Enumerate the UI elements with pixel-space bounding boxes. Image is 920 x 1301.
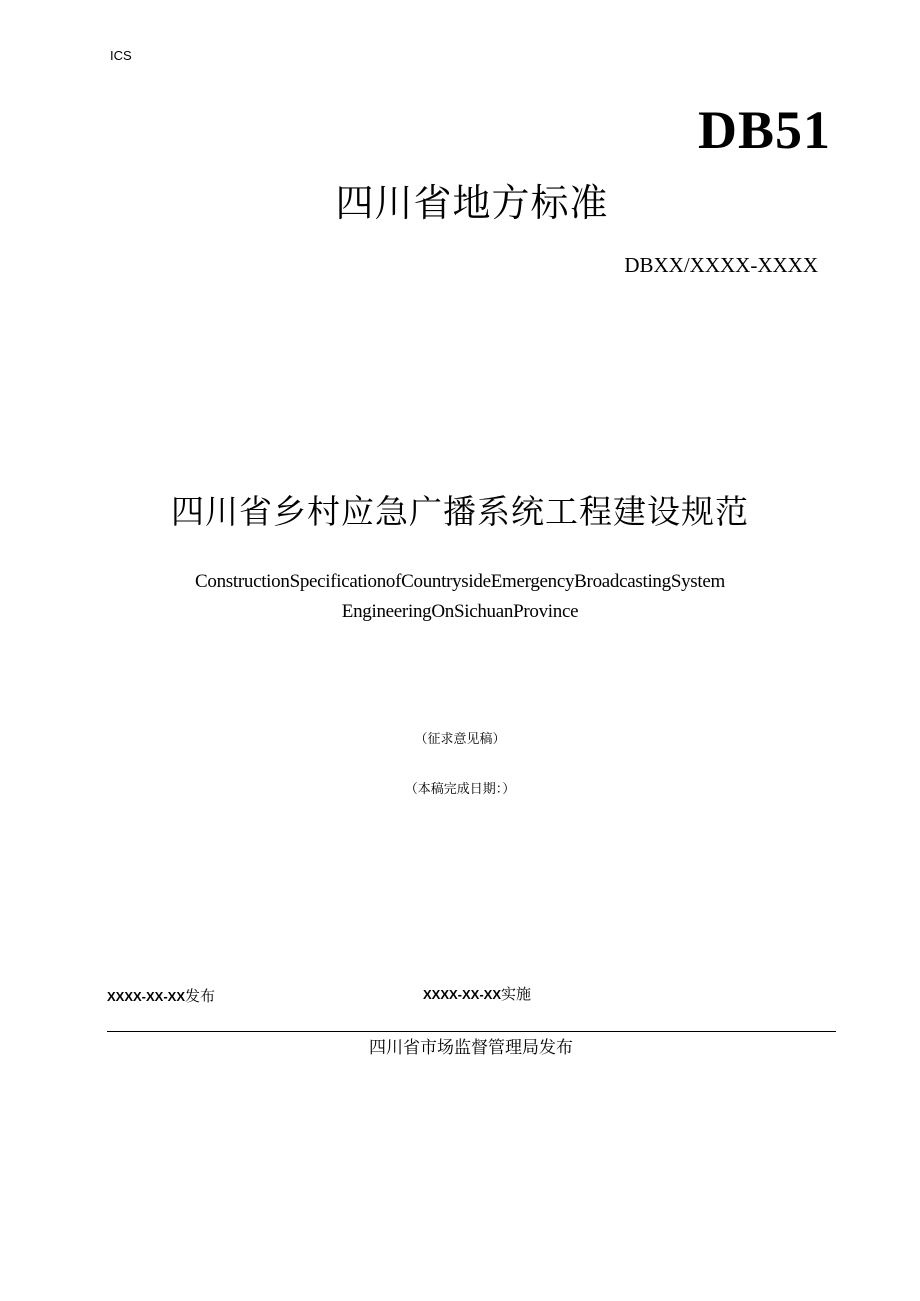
document-title: 四川省乡村应急广播系统工程建设规范: [171, 492, 749, 531]
publish-date-value: XXXX-XX-XX: [107, 989, 186, 1004]
implement-date-label: 实施: [501, 985, 532, 1003]
ics-label: ICS: [110, 48, 132, 63]
implement-date-value: XXXX-XX-XX: [423, 987, 502, 1002]
completion-date-note: （本稿完成日期：）: [404, 782, 516, 797]
db-code: DB51: [697, 100, 831, 160]
divider-line: [107, 1031, 836, 1032]
english-title-line-1: ConstructionSpecificationofCountrysideEmergencyBroadcastingSystem: [195, 571, 725, 592]
publisher: 四川省市场监督管理局发布: [369, 1038, 573, 1058]
standard-number: DBXX/XXXX-XXXX: [624, 253, 818, 277]
publish-date: [107, 985, 215, 1006]
publish-date-label: 发布: [185, 987, 216, 1005]
standard-category: 四川省地方标准: [335, 181, 609, 225]
draft-note: （征求意见稿）: [414, 732, 506, 747]
english-title: [0, 567, 920, 627]
english-title-line-2: EngineeringOnSichuanProvince: [341, 601, 579, 622]
implement-date: [423, 983, 531, 1004]
